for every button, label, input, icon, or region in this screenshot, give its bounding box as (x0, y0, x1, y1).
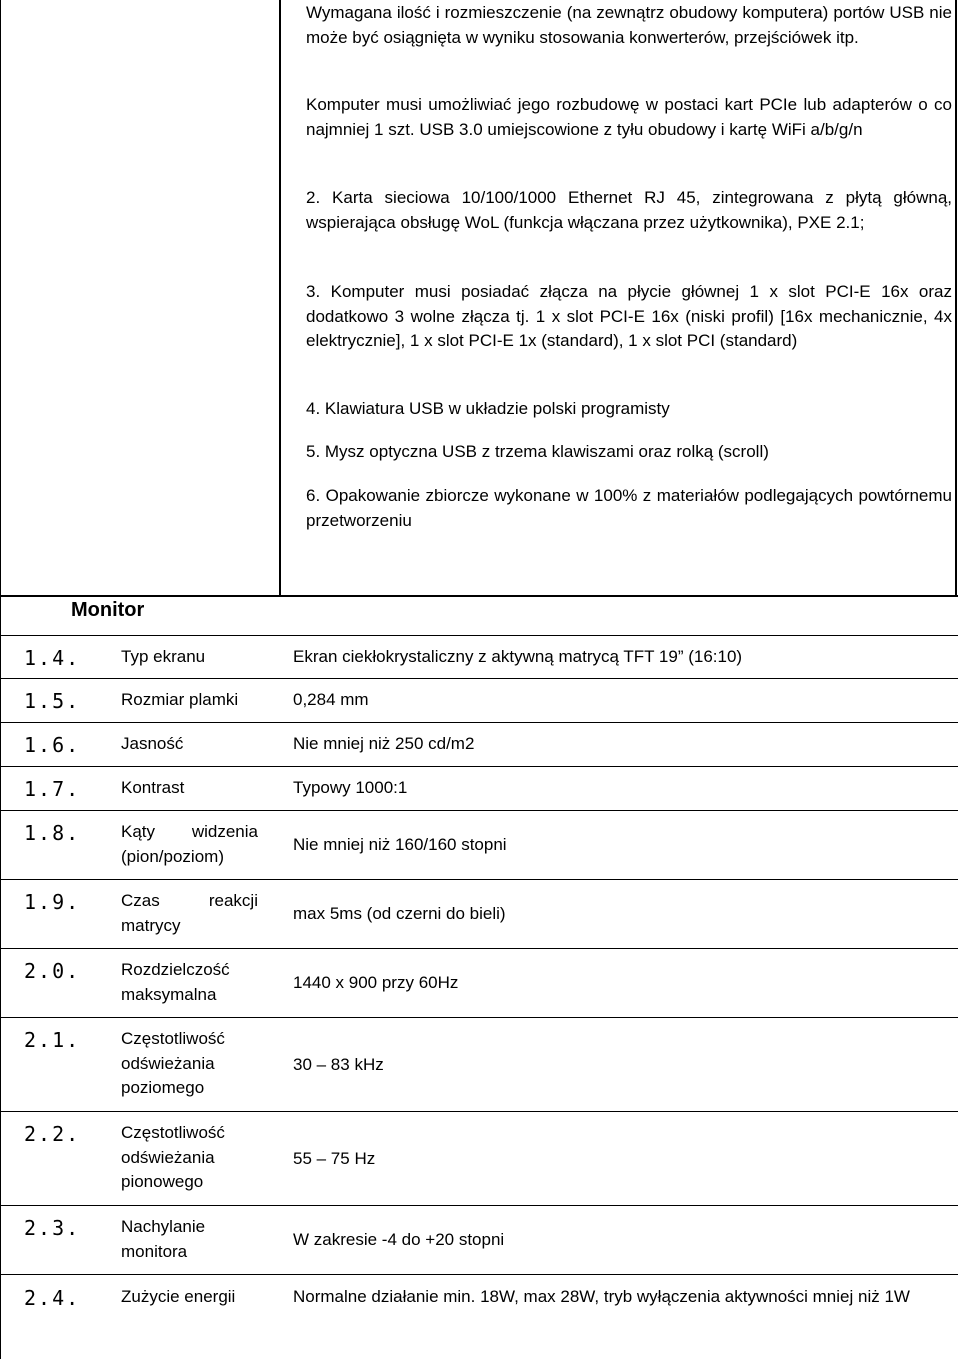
row-separator (0, 678, 958, 679)
row-separator (0, 1111, 958, 1112)
spec-value-rozdzielczosc: 1440 x 900 przy 60Hz (293, 973, 459, 992)
spec-label-kontrast: Kontrast (121, 778, 185, 797)
row-separator (0, 810, 958, 811)
row-number: 2.2. (24, 1122, 81, 1146)
spec-label-rozdzielczosc: Rozdzielczość maksymalna (121, 960, 230, 1004)
row-number: 1.9. (24, 890, 81, 914)
spec-value-rozmiar-plamki: 0,284 mm (293, 690, 369, 709)
spec-label-rozmiar-plamki: Rozmiar plamki (121, 690, 239, 709)
row-separator (0, 948, 958, 949)
row-number: 2.4. (24, 1286, 81, 1310)
row-separator (0, 722, 958, 723)
row-number: 1.4. (24, 646, 81, 670)
item-4-keyboard: 4. Klawiatura USB w układzie polski programisty (306, 399, 670, 418)
row-number: 1.8. (24, 821, 81, 845)
item-6-packaging: 6. Opakowanie zbiorcze wykonane w 100% z materiałów podlegających powtórnemu przetworzeniu (306, 486, 952, 530)
row-separator (0, 1205, 958, 1206)
row-separator (0, 1274, 958, 1275)
spec-label-katy-widzenia: Kąty widzenia (pion/poziom) (121, 822, 258, 866)
spec-value-czestotliwosc-pionowa: 55 – 75 Hz (293, 1149, 376, 1168)
spec-value-czestotliwosc-pozioma: 30 – 83 kHz (293, 1055, 384, 1074)
spec-label-czestotliwosc-pionowa: Częstotliwość odświeżania pionowego (121, 1123, 225, 1191)
spec-value-kontrast: Typowy 1000:1 (293, 778, 408, 797)
row-number: 1.5. (24, 689, 81, 713)
usb-requirement-paragraph: Wymagana ilość i rozmieszczenie (na zewnątrz obudowy komputera) portów USB nie może być osiągnięta w wyniku stosowania konwerterów, przejściówek itp. (306, 3, 952, 47)
spec-value-nachylanie: W zakresie -4 do +20 stopni (293, 1230, 505, 1249)
page-left-border (0, 0, 1, 1359)
spec-label-nachylanie: Nachylanie monitora (121, 1217, 206, 1261)
row-number: 2.0. (24, 959, 81, 983)
top-table-right-border (955, 0, 957, 596)
item-3-slots: 3. Komputer musi posiadać złącza na płycie głównej 1 x slot PCI-E 16x oraz dodatkowo 3 wolne złącza tj. 1 x slot PCI-E 16x (niski profil) [16x mechanicznie, 4x elektrycznie], 1 x slot PCI-E 1x (standard), 1 x slot PCI (standard) (306, 282, 952, 350)
spec-value-katy-widzenia: Nie mniej niż 160/160 stopni (293, 835, 507, 854)
row-number: 2.3. (24, 1216, 81, 1240)
row-separator (0, 766, 958, 767)
spec-label-zuzycie-energii: Zużycie energii (121, 1287, 236, 1306)
item-5-mouse: 5. Mysz optyczna USB z trzema klawiszami oraz rolką (scroll) (306, 442, 769, 461)
row-number: 2.1. (24, 1028, 81, 1052)
row-separator (0, 635, 958, 636)
spec-value-jasnosc: Nie mniej niż 250 cd/m2 (293, 734, 475, 753)
spec-label-czas-reakcji: Czas reakcji matrycy (121, 891, 258, 935)
spec-value-czas-reakcji: max 5ms (od czerni do bieli) (293, 904, 506, 923)
spec-value-typ-ekranu: Ekran ciekłokrystaliczny z aktywną matrycą TFT 19” (16:10) (293, 647, 743, 666)
item-2-network-card: 2. Karta sieciowa 10/100/1000 Ethernet RJ 45, zintegrowana z płytą główną, wspierająca obsługę WoL (funkcja włączana przez użytkownika), PXE 2.1; (306, 188, 952, 232)
row-number: 1.7. (24, 777, 81, 801)
spec-value-zuzycie-energii: Normalne działanie min. 18W, max 28W, tryb wyłączenia aktywności mniej niż 1W (293, 1287, 910, 1306)
top-table-left-inner-border (279, 0, 281, 596)
pcie-expansion-paragraph: Komputer musi umożliwiać jego rozbudowę w postaci kart PCIe lub adapterów o co najmniej 1 szt. USB 3.0 umiejscowione z tyłu obudowy i kartę WiFi a/b/g/n (306, 95, 952, 139)
row-separator (0, 1017, 958, 1018)
spec-label-typ-ekranu: Typ ekranu (121, 647, 206, 666)
section-title-monitor: Monitor (71, 599, 145, 621)
spec-label-czestotliwosc-pozioma: Częstotliwość odświeżania poziomego (121, 1029, 225, 1097)
row-number: 1.6. (24, 733, 81, 757)
spec-label-jasnosc: Jasność (121, 734, 184, 753)
row-separator (0, 879, 958, 880)
